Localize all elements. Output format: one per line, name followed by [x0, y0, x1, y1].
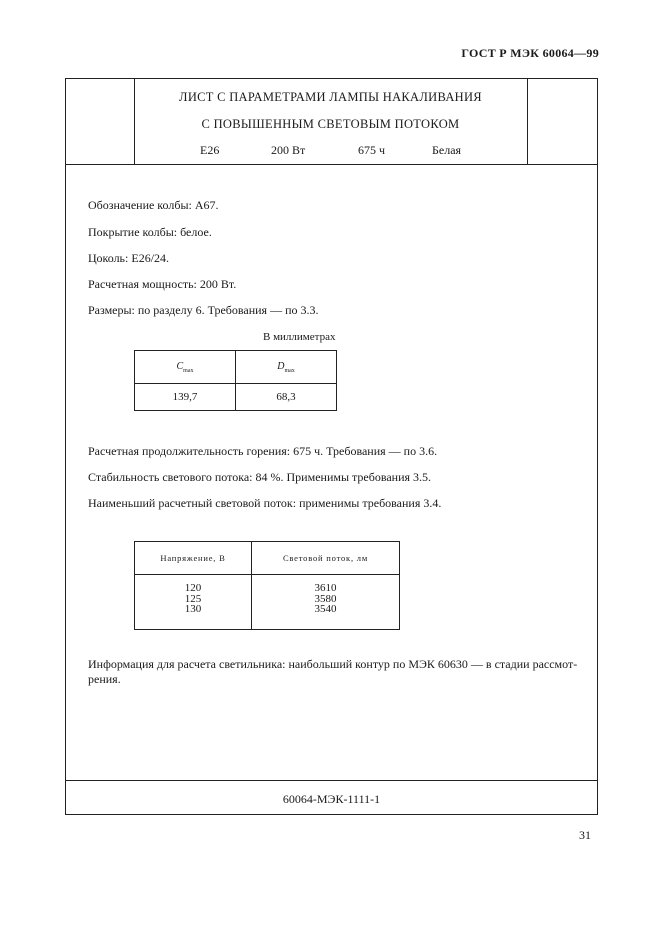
flux-value: 3580: [314, 592, 337, 605]
bulb-designation: Обозначение колбы: А67.: [88, 198, 219, 212]
voltage-value: 130: [184, 603, 202, 615]
units-label: В миллиметрах: [263, 331, 336, 343]
dim-header-d: $D_{max}$: [236, 351, 337, 384]
spec-life: 675 ч: [358, 143, 386, 157]
voltage-value: 125: [184, 592, 202, 605]
spec-finish: Белая: [432, 143, 462, 157]
spec-power: 200 Вт: [271, 143, 306, 157]
standard-designation: ГОСТ Р МЭК 60064—99: [461, 46, 599, 60]
min-flux-note: Наименьший расчетный световой поток: применимы требования 3.4.: [88, 496, 442, 510]
cap-type: Цоколь: Е26/24.: [88, 251, 170, 265]
flux-value: 3540: [314, 603, 337, 615]
rated-power: Расчетная мощность: 200 Вт.: [88, 277, 237, 291]
sheet-code: 60064-МЭК-1111-1: [282, 792, 381, 806]
dimensions-table: [134, 350, 337, 411]
flux-table: [134, 541, 400, 630]
rated-life: Расчетная продолжительность горения: 675 ч. Требования — по 3.6.: [88, 444, 438, 458]
flux-header-voltage: Напряжение, В: [135, 542, 252, 575]
dim-value-c: 139,7: [135, 384, 236, 411]
voltage-column: [135, 575, 252, 630]
dimensions-note: Размеры: по разделу 6. Требования — по 3.3.: [88, 303, 319, 317]
flux-stability: Стабильность светового потока: 84 %. Применимы требования 3.5.: [88, 470, 432, 484]
flux-value: 3610: [314, 582, 337, 594]
bulb-coating: Покрытие колбы: белое.: [88, 225, 212, 239]
sheet-title-line2: С ПОВЫШЕННЫМ СВЕТОВЫМ ПОТОКОМ: [201, 117, 460, 131]
spec-cap: Е26: [200, 143, 220, 157]
dim-header-c: $C_{max}$: [135, 351, 236, 384]
header-right-divider: [527, 78, 528, 164]
luminaire-info: Информация для расчета светильника: наибольший контур по МЭК 60630 — в стадии рассмот-рения.: [88, 657, 578, 686]
sheet-title-line1: ЛИСТ С ПАРАМЕТРАМИ ЛАМПЫ НАКАЛИВАНИЯ: [179, 90, 482, 104]
dim-value-d: 68,3: [236, 384, 337, 411]
footer-divider: [65, 780, 598, 781]
header-divider: [65, 164, 598, 165]
flux-column: [252, 575, 400, 630]
page-number: 31: [579, 828, 591, 842]
voltage-value: 120: [184, 582, 202, 594]
flux-header-flux: Световой поток, лм: [252, 542, 400, 575]
